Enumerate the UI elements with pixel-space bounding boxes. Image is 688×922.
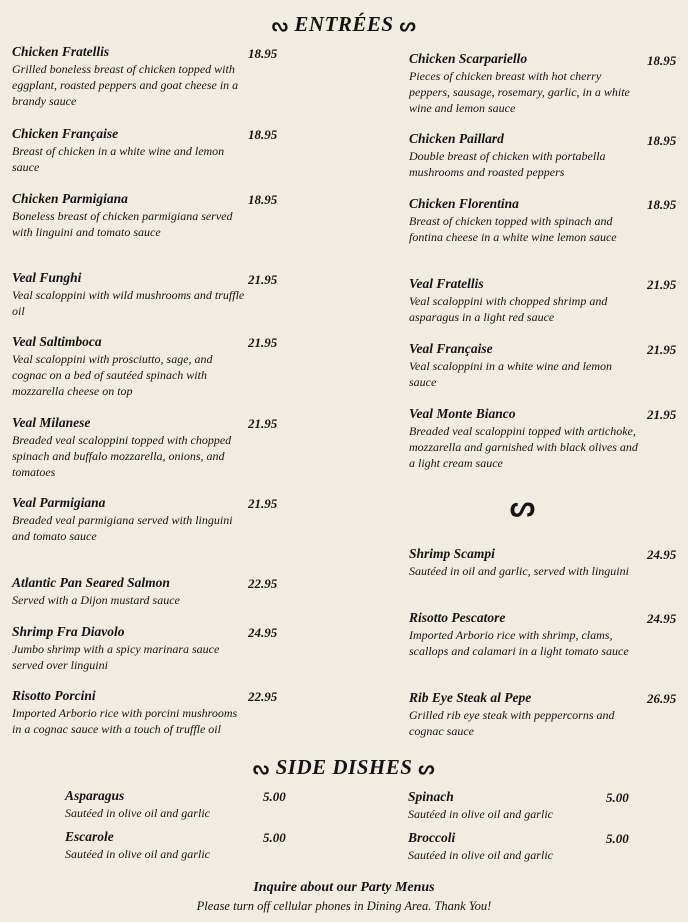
menu-item — [409, 406, 641, 471]
item-description: Veal scaloppini with wild mushrooms and truffle oil — [12, 288, 245, 318]
item-name: Spinach — [408, 789, 454, 804]
party-menu-note: Inquire about our Party Menus — [253, 880, 435, 895]
menu-item — [12, 191, 247, 240]
menu-item — [12, 44, 247, 109]
item-description: Breast of chicken in a white wine and lemon sauce — [12, 144, 225, 174]
item-description: Breast of chicken topped with spinach and fontina cheese in a white wine lemon sauce — [409, 214, 617, 244]
item-description: Veal scaloppini with prosciutto, sage, and cognac on a bed of sautéed spinach with mozzarella cheese on top — [12, 352, 213, 398]
item-price: 18.95 — [647, 53, 677, 68]
item-name: Risotto Pescatore — [409, 610, 506, 625]
item-price: 21.95 — [248, 416, 278, 431]
item-price: 21.95 — [647, 407, 677, 422]
item-price: 24.95 — [647, 611, 677, 626]
item-price: 24.95 — [647, 547, 677, 562]
item-description: Served with a Dijon mustard sauce — [12, 593, 180, 607]
side-item — [408, 789, 608, 822]
item-name: Veal Parmigiana — [12, 495, 106, 510]
item-price: 18.95 — [248, 127, 278, 142]
item-description: Sautéed in olive oil and garlic — [65, 806, 210, 820]
menu-item — [409, 51, 641, 116]
item-description: Imported Arborio rice with shrimp, clams, scallops and calamari in a light tomato sauce — [409, 628, 629, 658]
flourish-right-icon: ᔕ — [418, 758, 435, 778]
item-price: 21.95 — [248, 335, 278, 350]
item-name: Chicken Parmigiana — [12, 191, 128, 206]
item-price: 18.95 — [248, 46, 278, 61]
menu-item — [12, 334, 247, 399]
menu-item — [409, 131, 641, 180]
side-dishes-heading — [0, 755, 688, 780]
item-price: 18.95 — [647, 133, 677, 148]
item-description: Sautéed in olive oil and garlic — [65, 847, 210, 861]
menu-item — [12, 270, 247, 319]
item-price: 24.95 — [248, 625, 278, 640]
item-name: Escarole — [65, 829, 114, 844]
item-name: Chicken Paillard — [409, 131, 504, 146]
item-description: Grilled boneless breast of chicken topped with eggplant, roasted peppers and goat cheese in a brandy sauce — [12, 62, 239, 108]
item-description: Breaded veal scaloppini topped with chopped spinach and buffalo mozzarella, onions, and tomatoes — [12, 433, 232, 479]
menu-item — [12, 415, 247, 480]
item-name: Asparagus — [65, 788, 125, 803]
flourish-left-icon: ᔓ — [271, 15, 289, 35]
item-name: Shrimp Scampi — [409, 546, 495, 561]
menu-item — [12, 624, 247, 673]
item-name: Veal Saltimboca — [12, 334, 102, 349]
menu-item — [409, 610, 641, 659]
side-item — [65, 788, 265, 821]
item-price: 26.95 — [647, 691, 677, 706]
menu-item — [409, 276, 641, 325]
menu-item — [409, 690, 641, 739]
item-price: 21.95 — [248, 496, 278, 511]
item-name: Rib Eye Steak al Pepe — [409, 690, 532, 705]
item-description: Veal scaloppini with chopped shrimp and asparagus in a light red sauce — [409, 294, 608, 324]
menu-item — [409, 196, 641, 245]
item-name: Shrimp Fra Diavolo — [12, 624, 125, 639]
item-description: Boneless breast of chicken parmigiana served with linguini and tomato sauce — [12, 209, 233, 239]
item-name: Veal Milanese — [12, 415, 91, 430]
item-description: Veal scaloppini in a white wine and lemon sauce — [409, 359, 612, 389]
item-description: Sautéed in olive oil and garlic — [408, 848, 553, 862]
menu-item — [409, 341, 641, 390]
item-price: 21.95 — [647, 342, 677, 357]
item-name: Veal Funghi — [12, 270, 82, 285]
item-name: Chicken Française — [12, 126, 119, 141]
menu-item — [12, 688, 247, 737]
item-price: 18.95 — [647, 197, 677, 212]
item-price: 22.95 — [248, 576, 278, 591]
side-item — [65, 829, 265, 862]
entrees-title: ENTRÉES — [294, 12, 394, 36]
item-description: Breaded veal parmigiana served with linguini and tomato sauce — [12, 513, 233, 543]
flourish-left-icon: ᔓ — [253, 758, 270, 778]
entrees-heading — [0, 12, 688, 37]
item-price: 5.00 — [606, 790, 629, 805]
flourish-divider-icon: ᔕ — [510, 492, 535, 523]
item-price: 21.95 — [248, 272, 278, 287]
item-price: 22.95 — [248, 689, 278, 704]
menu-item — [12, 126, 247, 175]
item-name: Chicken Scarpariello — [409, 51, 528, 66]
item-price: 21.95 — [647, 277, 677, 292]
item-description: Sautéed in olive oil and garlic — [408, 807, 553, 821]
item-price: 18.95 — [248, 192, 278, 207]
item-description: Sautéed in oil and garlic, served with linguini — [409, 564, 629, 578]
item-description: Pieces of chicken breast with hot cherry peppers, sausage, rosemary, garlic, in a white wine and lemon sauce — [409, 69, 630, 115]
item-name: Veal Fratellis — [409, 276, 484, 291]
flourish-right-icon: ᔕ — [399, 15, 417, 35]
item-description: Double breast of chicken with portabella mushrooms and roasted peppers — [409, 149, 606, 179]
item-name: Atlantic Pan Seared Salmon — [12, 575, 170, 590]
item-price: 5.00 — [263, 830, 286, 845]
menu-item — [409, 546, 641, 579]
item-price: 5.00 — [263, 789, 286, 804]
item-description: Breaded veal scaloppini topped with artichoke, mozzarella and garnished with black olives and a light cream sauce — [409, 424, 638, 470]
side-item — [408, 830, 608, 863]
item-price: 5.00 — [606, 831, 629, 846]
side-dishes-title: SIDE DISHES — [275, 755, 413, 779]
item-description: Grilled rib eye steak with peppercorns and cognac sauce — [409, 708, 615, 738]
menu-item — [12, 495, 247, 544]
item-name: Veal Monte Bianco — [409, 406, 516, 421]
item-name: Veal Française — [409, 341, 493, 356]
item-description: Imported Arborio rice with porcini mushrooms in a cognac sauce with a touch of truffle oil — [12, 706, 238, 736]
phone-notice: Please turn off cellular phones in Dining Area. Thank You! — [196, 899, 492, 913]
item-name: Chicken Fratellis — [12, 44, 110, 59]
item-name: Risotto Porcini — [12, 688, 96, 703]
item-description: Jumbo shrimp with a spicy marinara sauce served over linguini — [12, 642, 220, 672]
menu-item — [12, 575, 247, 608]
item-name: Chicken Florentina — [409, 196, 519, 211]
item-name: Broccoli — [408, 830, 456, 845]
